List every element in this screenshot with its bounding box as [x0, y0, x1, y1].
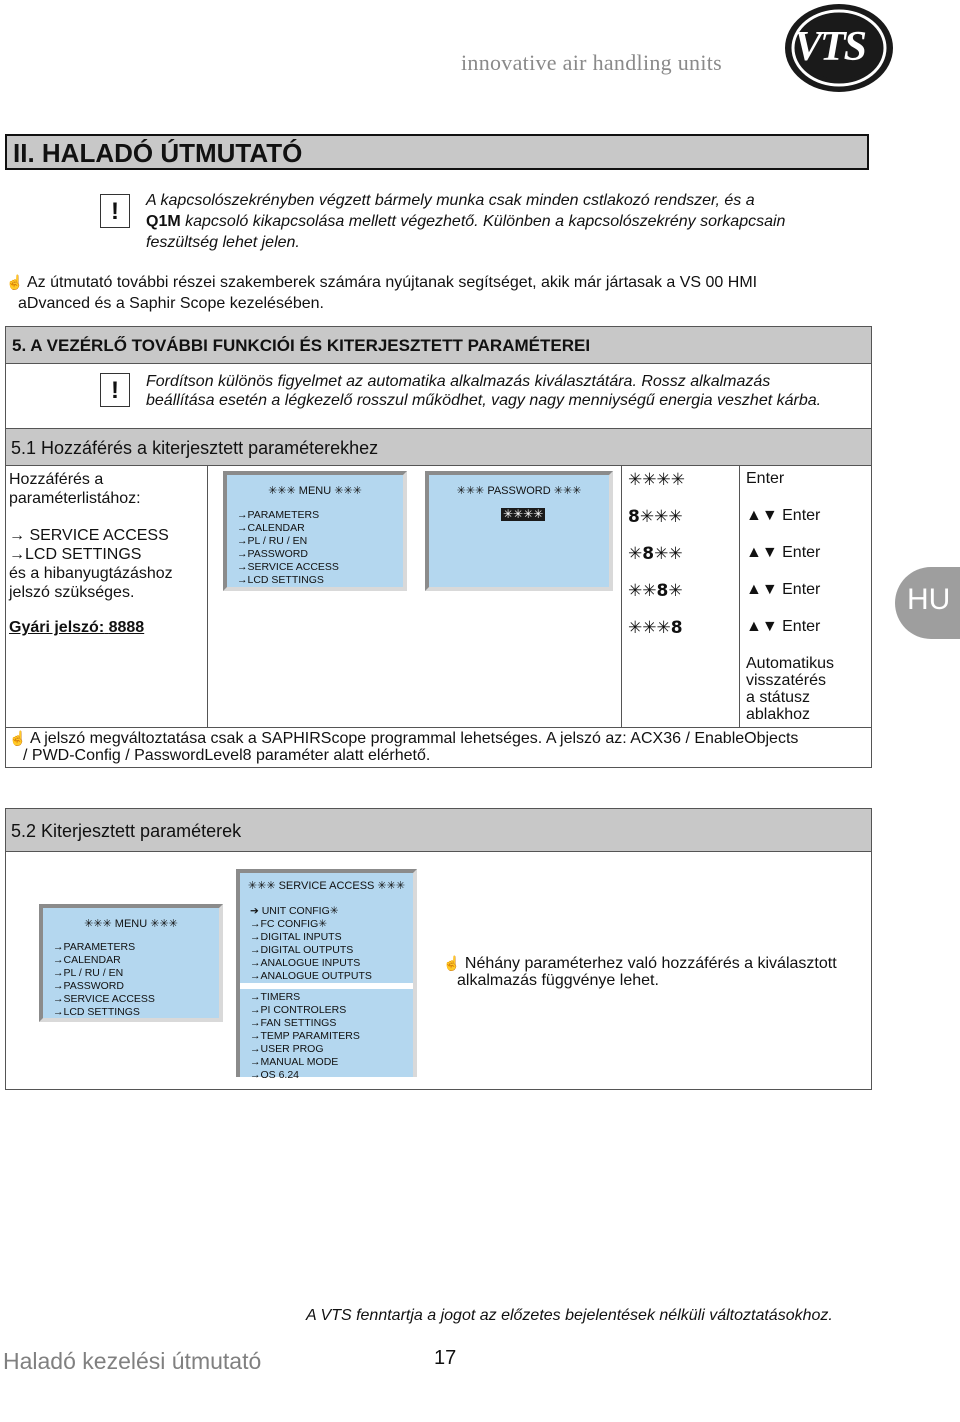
lcd-service-access-screen — [236, 869, 417, 1081]
password-step: ✳✳✳8 — [628, 618, 683, 638]
column-divider — [739, 466, 740, 728]
auto-return-text: Automatikus visszatérés a státusz ablakhoz — [746, 655, 835, 723]
lcd-menu-item: →PARAMETERS — [53, 941, 136, 953]
lcd-service-item: →ANALOGUE INPUTS — [250, 957, 361, 969]
lcd-service-item: →DIGITAL OUTPUTS — [250, 944, 354, 956]
lcd-service-group1 — [250, 905, 372, 983]
lcd-menu-item: →SERVICE ACCESS — [53, 993, 155, 1005]
lcd-screen-gap — [240, 983, 413, 989]
lcd-menu-item: →PL / RU / EN — [53, 967, 124, 979]
lcd-service-item: →OS 6.24 — [250, 1069, 300, 1081]
footer-title: Haladó kezelési útmutató — [3, 1348, 262, 1374]
main-title: II. HALADÓ ÚTMUTATÓ — [13, 138, 303, 168]
lcd-menu-items — [53, 941, 155, 1019]
lcd-service-item: →PI CONTROLERS — [250, 1004, 347, 1016]
password-step: ✳✳8✳ — [628, 581, 683, 601]
section51-header — [5, 428, 872, 466]
pointing-hand-icon: ☝ — [9, 730, 27, 746]
password-change-note: ☝ A jelszó megváltoztatása csak a SAPHIRScope programmal lehetséges. A jelszó az: ACX36 / EnableObjects / PWD-Config / PasswordLevel8 paraméter alatt elérhető. — [9, 730, 799, 764]
lcd-menu-item: →LCD SETTINGS — [237, 574, 324, 586]
lcd-service-item: →ANALOGUE OUTPUTS — [250, 970, 372, 982]
lcd-menu-title: ✳✳✳ MENU ✳✳✳ — [84, 918, 178, 930]
section52-header — [5, 808, 872, 852]
column-divider — [621, 466, 622, 728]
lcd-service-item: →USER PROG — [250, 1043, 324, 1055]
factory-password: Gyári jelszó: 8888 — [9, 619, 145, 636]
logo-text: VTS — [794, 24, 866, 70]
lcd-password-screen — [425, 471, 613, 591]
page-number: 17 — [434, 1347, 457, 1369]
pointing-hand-icon: ☝ — [443, 955, 461, 971]
password-step: ✳8✳✳ — [628, 544, 683, 564]
password-field: ✳✳✳✳ — [503, 507, 544, 521]
lcd-menu-item: →PASSWORD — [53, 980, 124, 992]
lcd-service-item: →TEMP PARAMITERS — [250, 1030, 360, 1042]
lcd-menu-screen — [39, 904, 223, 1022]
password-step: 8✳✳✳ — [628, 507, 683, 527]
lcd-menu-item: →CALENDAR — [53, 954, 121, 966]
lcd-service-item: →TIMERS — [250, 991, 301, 1003]
parameter-access-note: ☝ Néhány paraméterhez való hozzáférés a kiválasztott alkalmazás függvénye lehet. — [443, 955, 837, 989]
language-tab: HU — [895, 567, 960, 639]
warning-icon: ! — [100, 373, 130, 407]
row-divider — [5, 727, 872, 728]
header-tagline: innovative air handling units — [461, 50, 723, 75]
key-action: Enter — [746, 470, 785, 487]
lcd-service-item: →MANUAL MODE — [250, 1056, 339, 1068]
lcd-service-item: →FAN SETTINGS — [250, 1017, 337, 1029]
access-description: Hozzáférés a paraméterlistához: → SERVICE ACCESS →LCD SETTINGS és a hibanyugtázáshoz jelszó szükséges. Gyári jelszó: 8888 — [9, 470, 204, 637]
lcd-menu-item: →SERVICE ACCESS — [237, 561, 339, 573]
section5-header — [5, 326, 872, 364]
pointing-hand-icon: ☝ — [6, 274, 24, 290]
main-title-bar — [5, 134, 869, 170]
lcd-menu-item: →PL / RU / EN — [237, 535, 308, 547]
lcd-service-item: ➔ UNIT CONFIG✳ — [250, 905, 339, 917]
lcd-service-item: →FC CONFIG✳ — [250, 918, 328, 930]
lcd-menu-item: →PARAMETERS — [237, 509, 320, 521]
warning2-text: Fordítson különös figyelmet az automatika alkalmazás kiválasztátára. Rossz alkalmazás beállítása esetén a légkezelő rosszul működhet, vagy nagy menniységű energia veszhet kárba. — [146, 373, 822, 409]
column-divider — [207, 466, 208, 728]
key-action: ▲▼ Enter — [746, 581, 821, 598]
warning-text: A kapcsolószekrényben végzett bármely munka csak minden cstlakozó rendszer, és a Q1M kapcsoló kikapcsolása mellett végezhető. Különben a kapcsolószekrény sorkapcsain feszültség lehet jelen. — [146, 192, 786, 251]
key-action: ▲▼ Enter — [746, 507, 821, 524]
footer-disclaimer: A VTS fenntartja a jogot az előzetes bejelentések nélküli változtatásokhoz. — [306, 1307, 833, 1324]
password-step: ✳✳✳✳ — [628, 470, 685, 490]
section5-title: 5. A VEZÉRLŐ TOVÁBBI FUNKCIÓI ÉS KITERJESZTETT PARAMÉTEREI — [12, 336, 591, 355]
key-action: ▲▼ Enter — [746, 544, 821, 561]
lcd-menu-screen — [223, 471, 407, 591]
lcd-menu-items — [237, 509, 339, 587]
intro-note: ☝ Az útmutató további részei szakemberek számára nyújtanak segítséget, akik már jártasak a VS 00 HMI aDvanced és a Saphir Scope kezelésében. — [6, 274, 758, 312]
lcd-menu-item: →LCD SETTINGS — [53, 1006, 140, 1018]
warning-icon: ! — [100, 194, 130, 228]
lcd-menu-item: →PASSWORD — [237, 548, 308, 560]
lcd-service-title: ✳✳✳ SERVICE ACCESS ✳✳✳ — [247, 880, 406, 892]
lcd-service-group2 — [250, 991, 360, 1082]
section51-title: 5.1 Hozzáférés a kiterjesztett paraméterekhez — [11, 438, 379, 458]
lcd-service-item: →DIGITAL INPUTS — [250, 931, 342, 943]
section52-title: 5.2 Kiterjesztett paraméterek — [11, 821, 242, 841]
lcd-password-title: ✳✳✳ PASSWORD ✳✳✳ — [456, 485, 582, 497]
lcd-menu-title: ✳✳✳ MENU ✳✳✳ — [268, 485, 362, 497]
lcd-menu-item: →CALENDAR — [237, 522, 305, 534]
key-action: ▲▼ Enter — [746, 618, 821, 635]
